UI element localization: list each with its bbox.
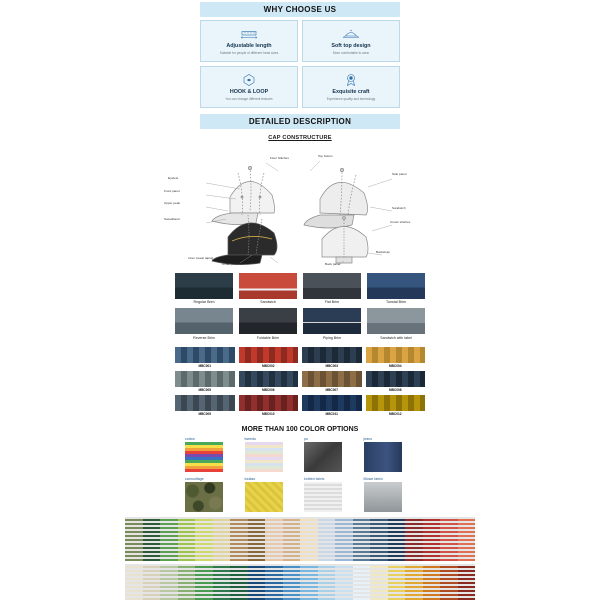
cap-construction-diagram	[164, 145, 430, 266]
swatch-column	[318, 564, 336, 600]
material-label: jeans	[363, 436, 373, 441]
cap-top-icon	[342, 26, 360, 42]
fabric-code-label: MBC002	[261, 363, 275, 368]
feature-heading: Soft top design	[331, 43, 371, 49]
fabric-code-item[interactable]	[239, 371, 299, 392]
fabric-code-item[interactable]	[366, 395, 426, 416]
material-item-tweeds[interactable]	[245, 437, 297, 472]
ruler-icon	[240, 26, 258, 42]
fabric-code-item[interactable]	[239, 347, 299, 368]
fabric-code-image	[239, 371, 299, 387]
label-backstrap: Backstrap	[376, 249, 390, 254]
feature-text: Experience quality and technology	[326, 96, 376, 101]
brim-item-tunstal[interactable]	[367, 273, 425, 305]
brim-image	[239, 273, 297, 299]
brim-row-1	[175, 273, 425, 305]
brim-item-flat[interactable]	[303, 273, 361, 305]
brim-item-piping[interactable]	[303, 308, 361, 340]
material-label: camouflage	[185, 476, 204, 481]
fabric-code-label: MBC010	[261, 411, 275, 416]
fabric-code-image	[302, 347, 362, 363]
swatch-column	[213, 517, 231, 561]
label-sweatband: Sweatband	[164, 216, 180, 221]
fabric-code-label: MBC006	[261, 387, 275, 392]
swatch-column	[353, 564, 371, 600]
brim-label: Flat Brim	[324, 300, 340, 305]
material-label: tweeds	[244, 436, 256, 441]
material-label: Blowe fabric	[363, 476, 384, 481]
swatch-column	[388, 564, 406, 600]
swatch-column	[423, 564, 441, 600]
swatch-column	[125, 517, 143, 561]
swatch-column	[388, 517, 406, 561]
swatch-column	[143, 517, 161, 561]
swatch-strip-solid-colors	[125, 517, 475, 561]
material-label: pu	[304, 436, 308, 441]
feature-card-hook-and-loop	[200, 66, 298, 108]
feature-heading: Exquisite craft	[332, 88, 370, 95]
brim-label: Piping Brim	[322, 335, 342, 340]
material-item-pu[interactable]	[304, 437, 356, 472]
swatch-column	[178, 564, 196, 600]
swatch-column	[178, 517, 196, 561]
material-row-2	[185, 477, 415, 512]
label-crown-stitches: Crown stitches	[390, 219, 411, 224]
brim-image	[367, 273, 425, 299]
material-item-toutiao[interactable]	[245, 477, 297, 512]
fabric-code-label: MBC001	[198, 363, 212, 368]
label-back-panel: Back panel	[325, 261, 341, 266]
fabric-code-image	[302, 395, 362, 411]
feature-heading: HOOK & LOOP	[229, 88, 269, 95]
swatch-column	[248, 564, 266, 600]
material-item-knitted-fabric[interactable]	[304, 477, 356, 512]
swatch-column	[353, 517, 371, 561]
feature-card-soft-top-design	[302, 20, 400, 62]
fabric-code-image	[239, 347, 299, 363]
swatch-column	[440, 517, 458, 561]
brim-item-sandwich-with-label[interactable]	[367, 308, 425, 340]
fabric-code-image	[366, 347, 426, 363]
swatch-column	[265, 517, 283, 561]
cap-diagram-svg	[170, 145, 430, 265]
fabric-code-image	[175, 371, 235, 387]
swatch-column	[265, 564, 283, 600]
label-sandwich: Sandwich	[392, 205, 406, 210]
material-label: knitted fabric	[304, 476, 325, 481]
fabric-code-label: MBC004	[388, 363, 402, 368]
swatch-strip-bright-colors	[125, 564, 475, 600]
swatch-column	[195, 517, 213, 561]
label-side-panel: Side panel	[392, 171, 407, 176]
label-top-button: Top button	[318, 153, 333, 158]
swatch-column	[405, 564, 423, 600]
fabric-code-image	[366, 371, 426, 387]
fabric-code-label: MBC009	[198, 411, 212, 416]
label-upper-peak: Upper peak	[164, 200, 180, 205]
fabric-code-item[interactable]	[175, 371, 235, 392]
why-choose-us-grid	[200, 20, 400, 108]
brim-row-2	[175, 308, 425, 340]
brim-label: Sandwich	[260, 300, 276, 305]
swatch-column	[283, 517, 301, 561]
swatch-column	[160, 564, 178, 600]
fabric-code-section	[175, 347, 425, 416]
material-swatch	[185, 442, 223, 472]
fabric-code-image	[175, 347, 235, 363]
brim-item-regular[interactable]	[175, 273, 233, 305]
cap-structure-title: CAP CONSTRUCTURE	[268, 134, 332, 141]
brim-label: Tunstal Brim	[385, 300, 407, 305]
swatch-column	[125, 564, 143, 600]
brim-image	[303, 308, 361, 334]
material-item-blowe-fabric[interactable]	[364, 477, 416, 512]
fabric-code-label: MBC005	[198, 387, 212, 392]
material-item-jeans[interactable]	[364, 437, 416, 472]
award-ribbon-icon	[342, 72, 360, 88]
swatch-column	[213, 564, 231, 600]
swatch-column	[300, 564, 318, 600]
brim-label: Sandwich with label	[380, 335, 412, 340]
swatch-column	[335, 564, 353, 600]
label-front-panel: Front panel	[164, 188, 180, 193]
material-swatch	[364, 482, 402, 512]
brim-image	[175, 308, 233, 334]
swatch-column	[370, 517, 388, 561]
swatch-column	[458, 564, 476, 600]
fabric-code-label: MBC008	[388, 387, 402, 392]
brim-label: Reverse Brim	[193, 335, 215, 340]
feature-text: More comfortable to wear	[332, 50, 370, 55]
brim-item-reverse[interactable]	[175, 308, 233, 340]
swatch-column	[318, 517, 336, 561]
label-inner-sweat-taping: Inner sweat taping	[188, 255, 214, 260]
swatch-column	[458, 517, 476, 561]
material-grid	[185, 437, 415, 512]
hook-loop-icon	[240, 72, 258, 88]
brim-item-sandwich[interactable]	[239, 273, 297, 305]
material-label: cotton	[185, 436, 195, 441]
fabric-code-row	[175, 347, 425, 368]
material-swatch	[304, 442, 342, 472]
fabric-code-image	[302, 371, 362, 387]
brim-image	[175, 273, 233, 299]
fabric-code-item[interactable]	[302, 347, 362, 368]
swatch-column	[423, 517, 441, 561]
feature-card-adjustable-length	[200, 20, 298, 62]
fabric-code-row	[175, 371, 425, 392]
material-row-1	[185, 437, 415, 472]
swatch-column	[440, 564, 458, 600]
why-choose-us-title: WHY CHOOSE US	[200, 2, 400, 17]
fabric-code-row	[175, 395, 425, 416]
material-swatch	[245, 442, 283, 472]
detailed-description-title: DETAILED DESCRIPTION	[200, 114, 400, 129]
fabric-code-image	[175, 395, 235, 411]
material-label: toutiao	[244, 476, 256, 481]
feature-text: You can change different textures	[225, 96, 273, 101]
material-swatch	[245, 482, 283, 512]
swatch-column	[195, 564, 213, 600]
label-under-peak: Under peak	[222, 261, 238, 266]
label-floor-stitches: Floor Stitches	[270, 155, 289, 160]
brim-image	[303, 273, 361, 299]
brim-image	[367, 308, 425, 334]
brim-label: Regular Brim	[193, 300, 215, 305]
swatch-column	[230, 517, 248, 561]
swatch-column	[160, 517, 178, 561]
fabric-code-image	[239, 395, 299, 411]
color-options-section	[0, 426, 600, 512]
fabric-code-item[interactable]	[175, 395, 235, 416]
brim-label: Foldable Brim	[256, 335, 280, 340]
fabric-code-item[interactable]	[302, 395, 362, 416]
brim-styles-section	[175, 273, 425, 340]
feature-heading: Adjustable length	[226, 43, 272, 49]
swatch-column	[300, 517, 318, 561]
swatch-column	[283, 564, 301, 600]
detailed-description-section	[0, 114, 600, 265]
swatch-column	[335, 517, 353, 561]
fabric-code-item[interactable]	[239, 395, 299, 416]
swatch-column	[248, 517, 266, 561]
material-swatch	[185, 482, 223, 512]
label-eyelets: Eyelets	[168, 175, 179, 180]
fabric-code-item[interactable]	[302, 371, 362, 392]
why-choose-us-section	[200, 0, 400, 108]
swatch-column	[230, 564, 248, 600]
fabric-code-item[interactable]	[175, 347, 235, 368]
swatch-column	[405, 517, 423, 561]
brim-item-foldable[interactable]	[239, 308, 297, 340]
fabric-code-item[interactable]	[366, 347, 426, 368]
swatch-column	[370, 564, 388, 600]
feature-card-exquisite-craft	[302, 66, 400, 108]
swatch-column	[143, 564, 161, 600]
color-options-title: MORE THAN 100 COLOR OPTIONS	[241, 425, 359, 433]
fabric-code-image	[366, 395, 426, 411]
fabric-code-label: MBC003	[325, 363, 339, 368]
material-item-camouflage[interactable]	[185, 477, 237, 512]
material-swatch	[304, 482, 342, 512]
material-swatch	[364, 442, 402, 472]
fabric-code-label: MBC012	[388, 411, 402, 416]
material-item-cotton[interactable]	[185, 437, 237, 472]
fabric-code-item[interactable]	[366, 371, 426, 392]
fabric-code-label: MBC007	[325, 387, 339, 392]
fabric-code-label: MBC011	[325, 411, 338, 416]
feature-text: Suitable for people of different head sizes	[219, 50, 279, 55]
brim-image	[239, 308, 297, 334]
